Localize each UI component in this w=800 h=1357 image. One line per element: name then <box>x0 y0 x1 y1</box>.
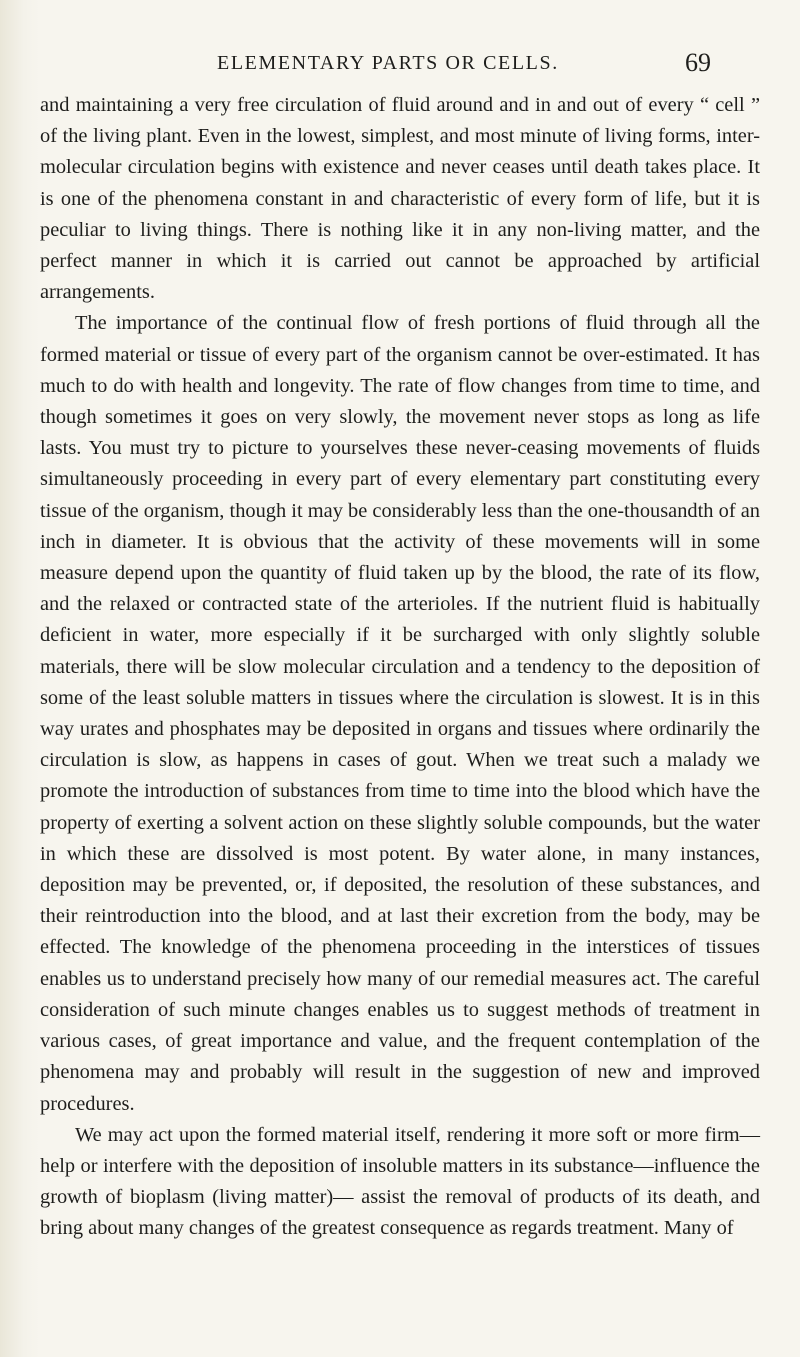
running-head: ELEMENTARY PARTS OR CELLS. <box>217 52 559 74</box>
page-header <box>0 48 800 82</box>
body-text <box>40 90 760 1245</box>
page-gutter-shadow <box>0 0 40 1357</box>
paragraph-formed-material: We may act upon the formed material itself, rendering it more soft or more firm—help or interfere with the deposition of insoluble matters in its substance—influence the growth of bioplasm (living matter)— assist the removal of products of its death, and bring about many changes of the greatest consequence as regards treatment. Many of <box>40 1123 760 1240</box>
paragraph-fluid-flow: The importance of the continual flow of fresh portions of fluid through all the formed material or tissue of every part of the organism cannot be over-estimated. It has much to do with health and longevity. The rate of flow changes from time to time, and though sometimes it goes on very slowly, the movement never stops as long as life lasts. You must try to picture to yourselves these never-ceasing movements of fluids simultaneously proceeding in every part of every elementary part constituting every tissue of the organism, though it may be considerably less than the one-thousandth of an inch in diameter. It is obvious that the activity of these movements will in some measure depend upon the quantity of fluid taken up by the blood, the rate of its flow, and the relaxed or contracted state of the arterioles. If the nutrient fluid is habitually deficient in water, more especially if it be surcharged with only slightly soluble materials, there will be slow molecular circulation and a tendency to the deposition of some of the least soluble matters in tissues where the circulation is slowest. It is in this way urates and phosphates may be deposited in organs and tissues where ordinarily the circulation is slow, as happens in cases of gout. When we treat such a malady we promote the introduction of substances from time to time into the blood which have the property of exerting a solvent action on these slightly soluble compounds, but the water in which these are dissolved is most potent. By water alone, in many instances, deposition may be prevented, or, if deposited, the resolution of these substances, and their reintroduction into the blood, and at last their excretion from the body, may be effected. The knowledge of the phenomena proceeding in the interstices of tissues enables us to understand precisely how many of our remedial measures act. The careful consideration of such minute changes enables us to suggest methods of treatment in various cases, of great importance and value, and the frequent contemplation of the phenomena may and probably will result in the suggestion of new and improved procedures. <box>40 312 760 1115</box>
paragraph-continuation: and maintaining a very free circulation of fluid around and in and out of every “ cell ” of the living plant. Even in the lowest, simplest, and most minute of living forms, inter-molecular circulation begins with existence and never ceases until death takes place. It is one of the phenomena constant in and characteristic of every form of life, but it is peculiar to living things. There is nothing like it in any non-living matter, and the perfect manner in which it is carried out cannot be approached by artificial arrangements. <box>40 94 760 304</box>
page-number: 69 <box>685 48 711 77</box>
